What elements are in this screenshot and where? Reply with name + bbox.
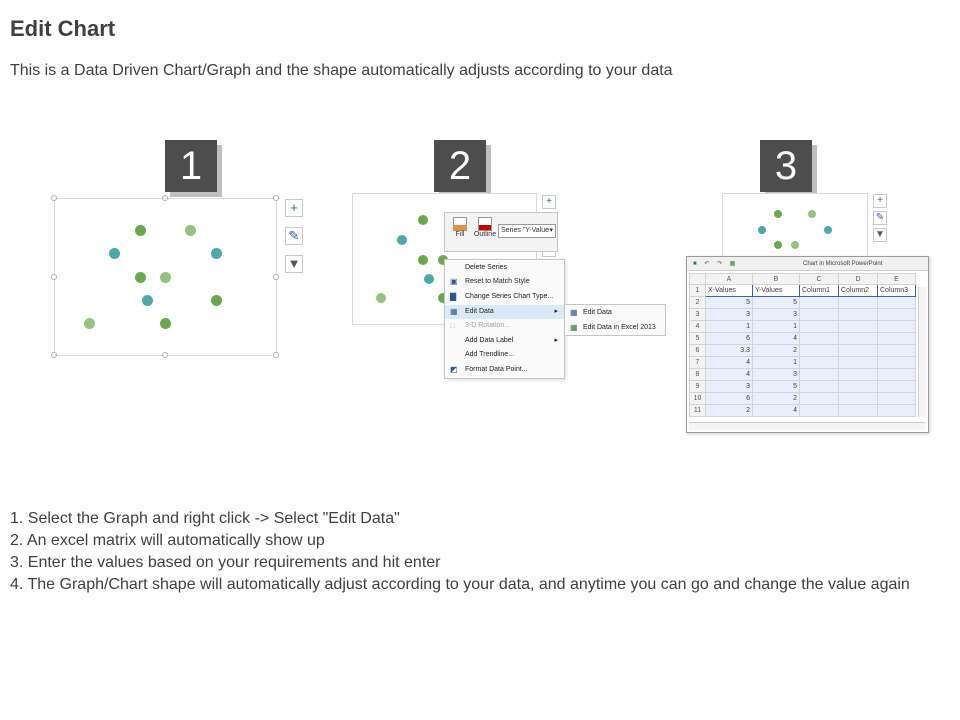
table-cell[interactable]	[878, 405, 916, 417]
series-select-value: Series "Y-Value	[501, 227, 550, 234]
table-cell[interactable]	[800, 321, 839, 333]
data-point[interactable]	[109, 248, 120, 259]
select-all-corner[interactable]	[690, 274, 706, 285]
data-point[interactable]	[774, 210, 782, 218]
table-row	[690, 309, 916, 321]
menu-item-label: Add Trendline...	[465, 351, 515, 358]
table-row	[690, 405, 916, 417]
row-header[interactable]: 11	[690, 405, 706, 417]
table-row	[690, 285, 916, 297]
data-point[interactable]	[397, 235, 407, 245]
chart-styles-button[interactable]	[873, 211, 887, 225]
table-cell[interactable]: 4	[706, 357, 753, 369]
table-row	[690, 333, 916, 345]
table-cell[interactable]	[878, 369, 916, 381]
menu-item-edit-data[interactable]	[445, 305, 564, 319]
menu-item-change-chart-type[interactable]	[445, 290, 564, 304]
menu-item-label: Format Data Point...	[465, 366, 528, 373]
submenu-item-edit-in-excel[interactable]	[565, 321, 665, 335]
page-subtitle: This is a Data Driven Chart/Graph and the shape automatically adjusts according to your data	[10, 62, 673, 79]
menu-item-label: Edit Data in Excel 2013	[583, 324, 656, 331]
table-cell[interactable]: 5	[706, 297, 753, 309]
chart-elements-button[interactable]	[873, 194, 887, 208]
chart-filters-button[interactable]	[285, 255, 303, 273]
table-cell[interactable]: Column1	[800, 285, 839, 297]
table-cell[interactable]	[839, 309, 878, 321]
menu-item-label: Change Series Chart Type...	[465, 293, 554, 300]
data-point[interactable]	[211, 295, 222, 306]
resize-handle[interactable]	[273, 195, 279, 201]
table-row	[690, 345, 916, 357]
menu-item-label: Edit Data	[465, 308, 494, 315]
row-header[interactable]: 6	[690, 345, 706, 357]
column-header-row	[690, 274, 916, 285]
table-cell[interactable]: 4	[753, 405, 800, 417]
table-cell[interactable]	[878, 357, 916, 369]
resize-handle[interactable]	[162, 352, 168, 358]
menu-item-add-data-label[interactable]	[445, 334, 564, 348]
paint-bucket-icon	[453, 217, 467, 231]
column-header[interactable]: C	[800, 274, 839, 285]
resize-handle[interactable]	[273, 352, 279, 358]
menu-item-3d-rotation	[445, 319, 564, 333]
excel-window-title: Chart in Microsoft PowerPoint	[803, 261, 883, 267]
scatter-chart-1[interactable]	[54, 198, 277, 356]
row-header[interactable]: 3	[690, 309, 706, 321]
table-cell[interactable]	[878, 393, 916, 405]
table-cell[interactable]: 1	[753, 321, 800, 333]
data-point[interactable]	[135, 272, 146, 283]
edit-data-icon: ▦	[450, 307, 458, 316]
table-cell[interactable]	[878, 345, 916, 357]
menu-item-label: Reset to Match Style	[465, 278, 530, 285]
menu-item-add-trendline[interactable]	[445, 348, 564, 362]
table-cell[interactable]	[800, 309, 839, 321]
table-row	[690, 381, 916, 393]
resize-handle[interactable]	[51, 352, 57, 358]
table-cell[interactable]	[878, 321, 916, 333]
data-point[interactable]	[774, 241, 782, 249]
chart-styles-button[interactable]	[285, 227, 303, 245]
table-cell[interactable]	[800, 357, 839, 369]
scatter-chart-3[interactable]	[722, 193, 868, 258]
context-menu	[444, 259, 565, 379]
page-title: Edit Chart	[10, 16, 116, 41]
excel-data-window	[686, 256, 929, 433]
table-cell[interactable]: 4	[753, 333, 800, 345]
instructions	[10, 508, 945, 596]
table-cell[interactable]: 6	[706, 393, 753, 405]
data-point[interactable]	[160, 318, 171, 329]
table-cell[interactable]: 5	[753, 297, 800, 309]
table-cell[interactable]: 4	[706, 369, 753, 381]
table-cell[interactable]: 3	[753, 309, 800, 321]
table-cell[interactable]	[800, 345, 839, 357]
step-badge-3: 3	[760, 140, 812, 192]
instruction-step: 3. Enter the values based on your requirements and hit enter	[10, 554, 441, 571]
row-header[interactable]: 2	[690, 297, 706, 309]
table-cell[interactable]: Column2	[839, 285, 878, 297]
horizontal-scrollbar[interactable]	[689, 422, 925, 430]
row-header[interactable]: 4	[690, 321, 706, 333]
table-cell[interactable]	[839, 381, 878, 393]
menu-item-label: Edit Data	[583, 309, 612, 316]
data-point[interactable]	[160, 272, 171, 283]
table-cell[interactable]: 6	[706, 333, 753, 345]
row-header[interactable]: 5	[690, 333, 706, 345]
plus-icon: +	[877, 195, 883, 206]
table-cell[interactable]: 2	[753, 345, 800, 357]
table-cell[interactable]: 1	[706, 321, 753, 333]
row-header[interactable]: 8	[690, 369, 706, 381]
table-cell[interactable]: X-Values	[706, 285, 753, 297]
row-header[interactable]: 1	[690, 285, 706, 297]
resize-handle[interactable]	[51, 195, 57, 201]
table-cell[interactable]	[839, 345, 878, 357]
edit-data-icon: ▦	[570, 308, 578, 317]
data-point[interactable]	[142, 295, 153, 306]
table-cell[interactable]: 1	[753, 357, 800, 369]
table-cell[interactable]: 3	[753, 369, 800, 381]
table-cell[interactable]	[839, 393, 878, 405]
column-header[interactable]: B	[753, 274, 800, 285]
chevron-right-icon: ▸	[554, 308, 558, 315]
table-cell[interactable]: 3	[706, 309, 753, 321]
menu-item-label: 3-D Rotation...	[465, 322, 511, 329]
data-point[interactable]	[418, 255, 428, 265]
table-cell[interactable]	[839, 357, 878, 369]
plus-icon: +	[546, 196, 552, 207]
row-header[interactable]: 7	[690, 357, 706, 369]
quick-access-toolbar[interactable]: ■ ↶ ↷ ▦	[693, 261, 739, 267]
table-cell[interactable]: Y-Values	[753, 285, 800, 297]
menu-item-delete-series[interactable]	[445, 261, 564, 275]
data-point[interactable]	[418, 215, 428, 225]
excel-grid[interactable]	[689, 273, 916, 417]
column-header[interactable]: D	[839, 274, 878, 285]
table-cell[interactable]	[839, 369, 878, 381]
outline-button[interactable]	[473, 217, 497, 238]
table-cell[interactable]	[800, 297, 839, 309]
table-cell[interactable]	[878, 333, 916, 345]
delete-icon	[450, 264, 459, 272]
format-icon: ◩	[450, 365, 458, 374]
data-point[interactable]	[808, 210, 816, 218]
fill-button[interactable]	[450, 217, 470, 238]
data-point[interactable]	[376, 293, 386, 303]
resize-handle[interactable]	[273, 274, 279, 280]
table-cell[interactable]	[878, 309, 916, 321]
table-cell[interactable]	[839, 333, 878, 345]
data-point[interactable]	[185, 225, 196, 236]
table-cell[interactable]	[839, 297, 878, 309]
reset-icon: ▣	[450, 277, 458, 286]
edit-data-submenu	[564, 304, 666, 336]
data-point[interactable]	[135, 225, 146, 236]
table-cell[interactable]: 3	[706, 381, 753, 393]
table-cell[interactable]	[800, 405, 839, 417]
table-cell[interactable]	[878, 381, 916, 393]
table-cell[interactable]	[878, 297, 916, 309]
table-row	[690, 321, 916, 333]
data-point[interactable]	[424, 274, 434, 284]
plus-icon: +	[290, 200, 298, 215]
instruction-step: 2. An excel matrix will automatically show up	[10, 532, 325, 549]
pen-icon	[478, 217, 492, 231]
resize-handle[interactable]	[51, 274, 57, 280]
fill-label: Fill	[455, 231, 465, 238]
table-row	[690, 297, 916, 309]
series-select[interactable]	[498, 224, 556, 238]
step-badge-1: 1	[165, 140, 217, 192]
instruction-step: 1. Select the Graph and right click -> Select "Edit Data"	[10, 510, 400, 527]
chart-elements-button[interactable]	[542, 195, 556, 209]
menu-item-format-data-point[interactable]	[445, 363, 564, 377]
table-row	[690, 357, 916, 369]
data-point[interactable]	[791, 241, 799, 249]
menu-item-label: Delete Series	[465, 264, 508, 271]
brush-icon: ✎	[288, 228, 300, 243]
data-point[interactable]	[84, 318, 95, 329]
excel-title-bar	[687, 257, 928, 271]
instruction-step: 4. The Graph/Chart shape will automatically adjust according to your data, and anytime you can go and change the value again	[10, 576, 910, 593]
table-row	[690, 369, 916, 381]
submenu-item-edit-data[interactable]	[565, 306, 665, 320]
rotate-icon: □	[450, 321, 455, 330]
table-cell[interactable]: 3.3	[706, 345, 753, 357]
chevron-right-icon: ▸	[554, 337, 558, 344]
bar-chart-icon: ▇	[450, 292, 457, 301]
mini-format-toolbar	[444, 212, 558, 252]
table-cell[interactable]	[800, 369, 839, 381]
table-cell[interactable]: 5	[753, 381, 800, 393]
row-header[interactable]: 10	[690, 393, 706, 405]
chevron-down-icon: ▾	[549, 227, 553, 234]
table-cell[interactable]	[839, 405, 878, 417]
table-cell[interactable]: 2	[753, 393, 800, 405]
column-header[interactable]: A	[706, 274, 753, 285]
resize-handle[interactable]	[162, 195, 168, 201]
table-cell[interactable]	[800, 393, 839, 405]
outline-label: Outline	[473, 231, 497, 238]
data-point[interactable]	[211, 248, 222, 259]
column-header[interactable]: E	[878, 274, 916, 285]
filter-icon: ▼	[875, 229, 885, 240]
table-row	[690, 393, 916, 405]
table-cell[interactable]: Column3	[878, 285, 916, 297]
step-badge-2: 2	[434, 140, 486, 192]
row-header[interactable]: 9	[690, 381, 706, 393]
data-point[interactable]	[824, 226, 832, 234]
chart-elements-button[interactable]	[285, 199, 303, 217]
excel-icon: ▦	[570, 323, 578, 332]
brush-icon: ✎	[875, 212, 885, 223]
table-cell[interactable]: 2	[706, 405, 753, 417]
menu-item-reset-style[interactable]	[445, 275, 564, 289]
table-cell[interactable]	[800, 333, 839, 345]
vertical-scrollbar[interactable]	[918, 287, 926, 417]
table-cell[interactable]	[839, 321, 878, 333]
menu-item-label: Add Data Label	[465, 337, 514, 344]
chart-filters-button[interactable]	[873, 228, 887, 242]
table-cell[interactable]	[800, 381, 839, 393]
filter-icon: ▼	[287, 256, 301, 271]
data-point[interactable]	[758, 226, 766, 234]
